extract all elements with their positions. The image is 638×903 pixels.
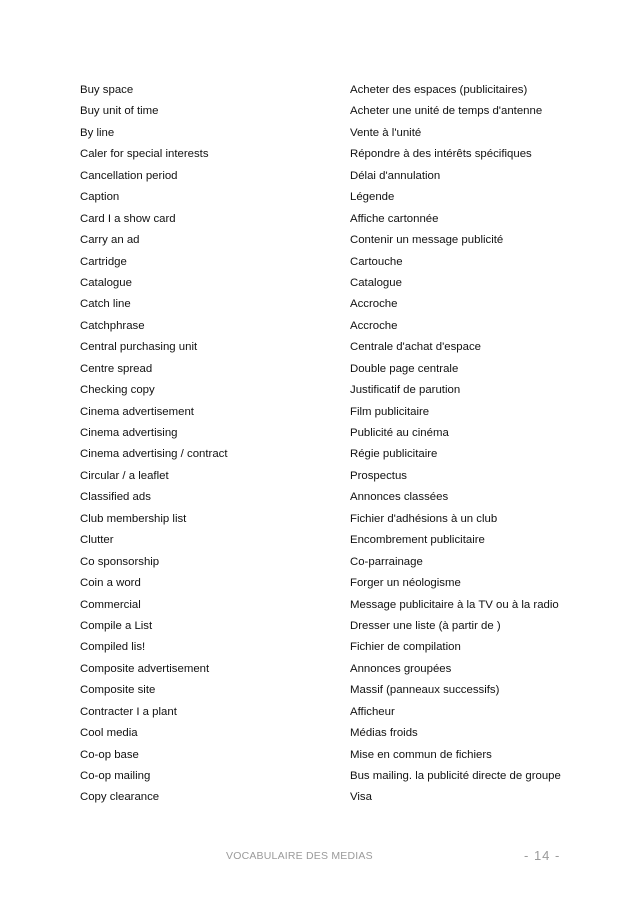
glossary-row	[80, 144, 580, 165]
english-term: Card I a show card	[80, 212, 176, 225]
french-translation: Bus mailing. la publicité directe de groupe	[350, 770, 561, 782]
french-translation: Catalogue	[350, 276, 402, 289]
glossary-row	[80, 552, 580, 573]
english-term: Coin a word	[80, 577, 141, 590]
glossary-row	[80, 187, 580, 208]
french-translation: Massif (panneaux successifs)	[350, 684, 500, 697]
french-translation: Publicité au cinéma	[350, 427, 449, 439]
glossary-row	[80, 745, 580, 766]
french-translation: Mise en commun de fichiers	[350, 748, 492, 761]
french-translation: Accroche	[350, 319, 398, 332]
english-term: Compiled lis!	[80, 641, 146, 654]
french-translation: Annonces classées	[350, 491, 449, 504]
glossary-row	[80, 530, 580, 551]
english-term: Clutter	[80, 534, 114, 547]
french-translation: Fichier d'adhésions à un club	[350, 512, 498, 525]
footer-title: VOCABULAIRE DES MEDIAS	[226, 850, 373, 862]
french-translation: Fichier de compilation	[350, 641, 461, 654]
english-term: Caption	[80, 191, 120, 204]
glossary-row	[80, 402, 580, 423]
french-translation: Encombrement publicitaire	[350, 534, 485, 547]
glossary-row	[80, 380, 580, 401]
french-translation: Légende	[350, 191, 395, 204]
english-term: Composite site	[80, 684, 156, 697]
french-translation: Visa	[350, 791, 372, 804]
english-term: Cinema advertisement	[80, 405, 194, 418]
french-translation: Contenir un message publicité	[350, 234, 504, 247]
glossary-row	[80, 595, 580, 616]
glossary-row	[80, 616, 580, 637]
glossary-row	[80, 766, 580, 787]
english-term: Cancellation period	[80, 169, 178, 182]
glossary-row	[80, 123, 580, 144]
glossary-row	[80, 209, 580, 230]
glossary-row	[80, 637, 580, 658]
english-term: Buy unit of time	[80, 105, 159, 118]
glossary-row	[80, 659, 580, 680]
glossary-row	[80, 680, 580, 701]
glossary-table	[80, 80, 580, 809]
french-translation: Annonces groupées	[350, 662, 452, 675]
english-term: Central purchasing unit	[80, 341, 198, 354]
english-term: Centre spread	[80, 362, 153, 375]
english-term: Buy space	[80, 84, 134, 96]
glossary-row	[80, 487, 580, 508]
english-term: Co sponsorship	[80, 555, 160, 568]
french-translation: Film publicitaire	[350, 405, 430, 418]
english-term: Catchphrase	[80, 319, 145, 332]
english-term: Caler for special interests	[80, 148, 209, 161]
glossary-row	[80, 101, 580, 122]
english-term: Co-op base	[80, 748, 139, 761]
french-translation: Vente à l'unité	[350, 126, 422, 139]
english-term: Cinema advertising	[80, 427, 178, 439]
glossary-row	[80, 230, 580, 251]
english-term: Catalogue	[80, 276, 132, 289]
french-translation: Délai d'annulation	[350, 169, 441, 182]
glossary-row	[80, 166, 580, 187]
glossary-row	[80, 316, 580, 337]
english-term: Cartridge	[80, 255, 127, 268]
french-translation: Justificatif de parution	[350, 384, 461, 397]
english-term: Compile a List	[80, 619, 153, 632]
glossary-row	[80, 252, 580, 273]
glossary-row	[80, 444, 580, 465]
french-translation: Affiche cartonnée	[350, 212, 439, 225]
french-translation: Cartouche	[350, 255, 403, 268]
french-translation: Prospectus	[350, 469, 407, 482]
french-translation: Forger un néologisme	[350, 577, 461, 590]
glossary-row	[80, 702, 580, 723]
french-translation: Dresser une liste (à partir de )	[350, 619, 501, 632]
english-term: Circular / a leaflet	[80, 469, 169, 482]
french-translation: Acheter des espaces (publicitaires)	[350, 84, 528, 96]
english-term: Cinema advertising / contract	[80, 448, 228, 461]
english-term: Club membership list	[80, 512, 187, 525]
french-translation: Double page centrale	[350, 362, 459, 375]
french-translation: Message publicitaire à la TV ou à la radio	[350, 598, 559, 611]
glossary-row	[80, 359, 580, 380]
glossary-row	[80, 80, 580, 101]
glossary-row	[80, 423, 580, 444]
french-translation: Médias froids	[350, 727, 418, 740]
french-translation: Accroche	[350, 298, 398, 311]
glossary-row	[80, 509, 580, 530]
french-translation: Centrale d'achat d'espace	[350, 341, 481, 354]
english-term: By line	[80, 126, 115, 139]
english-term: Classified ads	[80, 491, 151, 504]
glossary-row	[80, 273, 580, 294]
english-term: Copy clearance	[80, 791, 160, 804]
english-term: Contracter I a plant	[80, 705, 177, 718]
english-term: Catch line	[80, 298, 131, 311]
glossary-row	[80, 294, 580, 315]
glossary-row	[80, 723, 580, 744]
glossary-row	[80, 573, 580, 594]
french-translation: Répondre à des intérêts spécifiques	[350, 148, 532, 161]
french-translation: Co-parrainage	[350, 555, 423, 568]
english-term: Cool media	[80, 727, 138, 740]
french-translation: Afficheur	[350, 705, 395, 718]
french-translation: Acheter une unité de temps d'antenne	[350, 105, 543, 118]
page-footer	[0, 850, 638, 870]
english-term: Checking copy	[80, 384, 155, 397]
english-term: Carry an ad	[80, 234, 140, 247]
glossary-row	[80, 787, 580, 808]
english-term: Co-op mailing	[80, 770, 151, 782]
page-number: - 14 -	[524, 848, 561, 863]
glossary-row	[80, 337, 580, 358]
english-term: Commercial	[80, 598, 141, 611]
english-term: Composite advertisement	[80, 662, 210, 675]
french-translation: Régie publicitaire	[350, 448, 438, 461]
glossary-row	[80, 466, 580, 487]
